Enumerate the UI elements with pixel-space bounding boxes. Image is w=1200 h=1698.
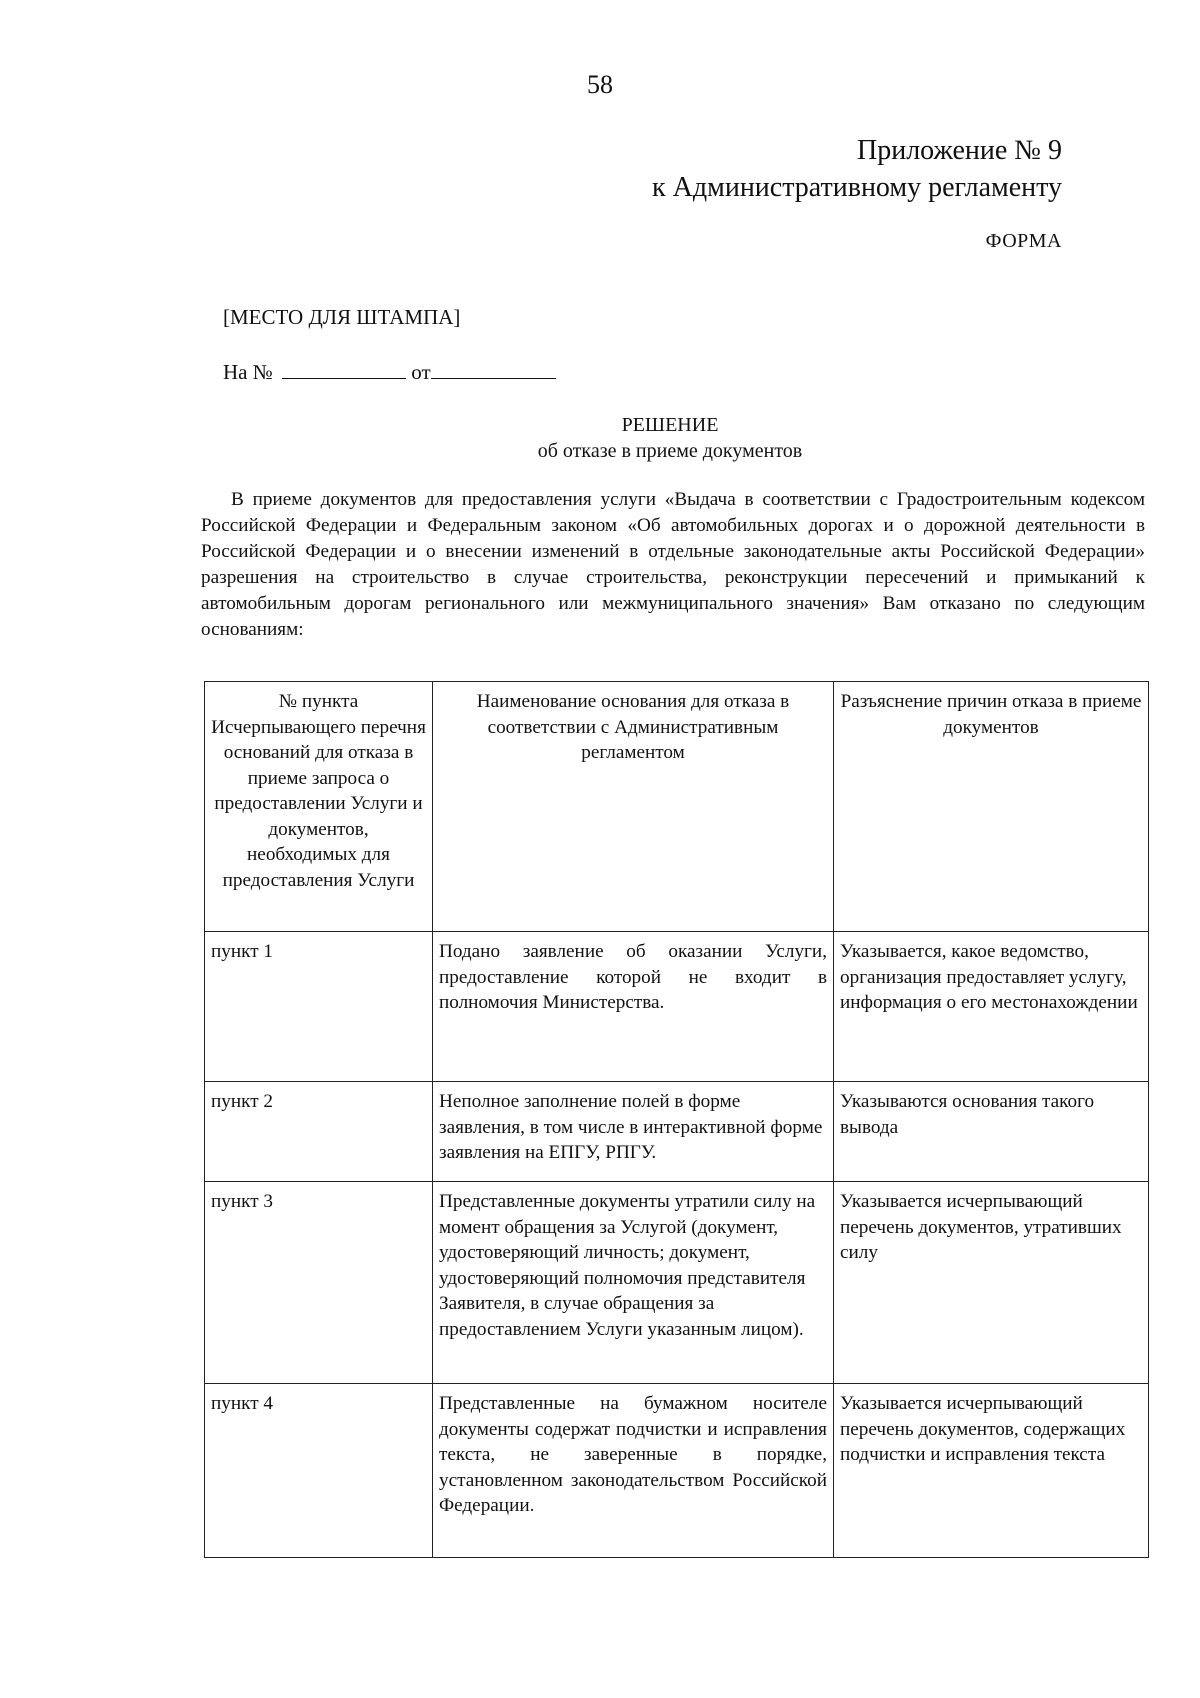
- appendix-heading: [652, 132, 1062, 206]
- appendix-number: Приложение № 9: [857, 135, 1062, 166]
- table-row: [205, 1182, 1149, 1384]
- decision-subtitle: об отказе в приеме документов: [537, 440, 803, 462]
- row-point: пункт 1: [205, 932, 433, 1082]
- header-point-number: № пункта Исчерпывающего перечня оснований для отказа в приеме запроса о предоставлении Услуги и документов, необходимых для предоставления Услуги: [205, 682, 433, 932]
- header-explanation: Разъяснение причин отказа в приеме документов: [834, 682, 1149, 932]
- page-number: 58: [587, 70, 613, 99]
- table-row: [205, 1384, 1149, 1558]
- table-row: [205, 932, 1149, 1082]
- table-header-row: [205, 682, 1149, 932]
- decision-heading: [0, 412, 1200, 464]
- form-label: ФОРМА: [985, 230, 1062, 252]
- reference-line: [223, 360, 556, 385]
- row-reason: Представленные на бумажном носителе документы содержат подчистки и исправления текста, не заверенные в порядке, установленном законодательством Российской Федерации.: [433, 1384, 834, 1558]
- row-point: пункт 3: [205, 1182, 433, 1384]
- reference-number-label: На №: [223, 360, 273, 384]
- stamp-placeholder: [МЕСТО ДЛЯ ШТАМПА]: [223, 305, 461, 329]
- row-explanation: Указывается исчерпывающий перечень документов, утративших силу: [834, 1182, 1149, 1384]
- decision-title: РЕШЕНИЕ: [621, 414, 719, 436]
- row-reason: Неполное заполнение полей в форме заявления, в том числе в интерактивной форме заявления на ЕПГУ, РПГУ.: [433, 1082, 834, 1182]
- intro-paragraph: В приеме документов для предоставления услуги «Выдача в соответствии с Градостроительным кодексом Российской Федерации и Федеральным законом «Об автомобильных дорогах и о дорожной деятельности в Российской Федерации и о внесении изменений в отдельные законодательные акты Российской Федерации» разрешения на строительство в случае строительства, реконструкции пересечений и примыканий к автомобильным дорогам регионального или межмуниципального значения» Вам отказано по следующим основаниям:: [201, 489, 1145, 640]
- row-reason: Представленные документы утратили силу на момент обращения за Услугой (документ, удостоверяющий личность; документ, удостоверяющий полномочия представителя Заявителя, в случае обращения за предоставлением Услуги указанным лицом).: [433, 1182, 834, 1384]
- row-point: пункт 4: [205, 1384, 433, 1558]
- row-explanation: Указываются основания такого вывода: [834, 1082, 1149, 1182]
- reference-number-blank: [282, 360, 406, 379]
- reference-date-label: от: [411, 360, 431, 384]
- row-explanation: Указывается, какое ведомство, организация предоставляет услугу, информация о его местонахождении: [834, 932, 1149, 1082]
- reference-date-blank: [431, 360, 556, 379]
- appendix-reference: к Административному регламенту: [652, 172, 1062, 203]
- refusal-reasons-table: [204, 681, 1149, 1558]
- header-reason-name: Наименование основания для отказа в соответствии с Административным регламентом: [433, 682, 834, 932]
- row-reason: Подано заявление об оказании Услуги, предоставление которой не входит в полномочия Министерства.: [433, 932, 834, 1082]
- table-row: [205, 1082, 1149, 1182]
- row-explanation: Указывается исчерпывающий перечень документов, содержащих подчистки и исправления текста: [834, 1384, 1149, 1558]
- row-point: пункт 2: [205, 1082, 433, 1182]
